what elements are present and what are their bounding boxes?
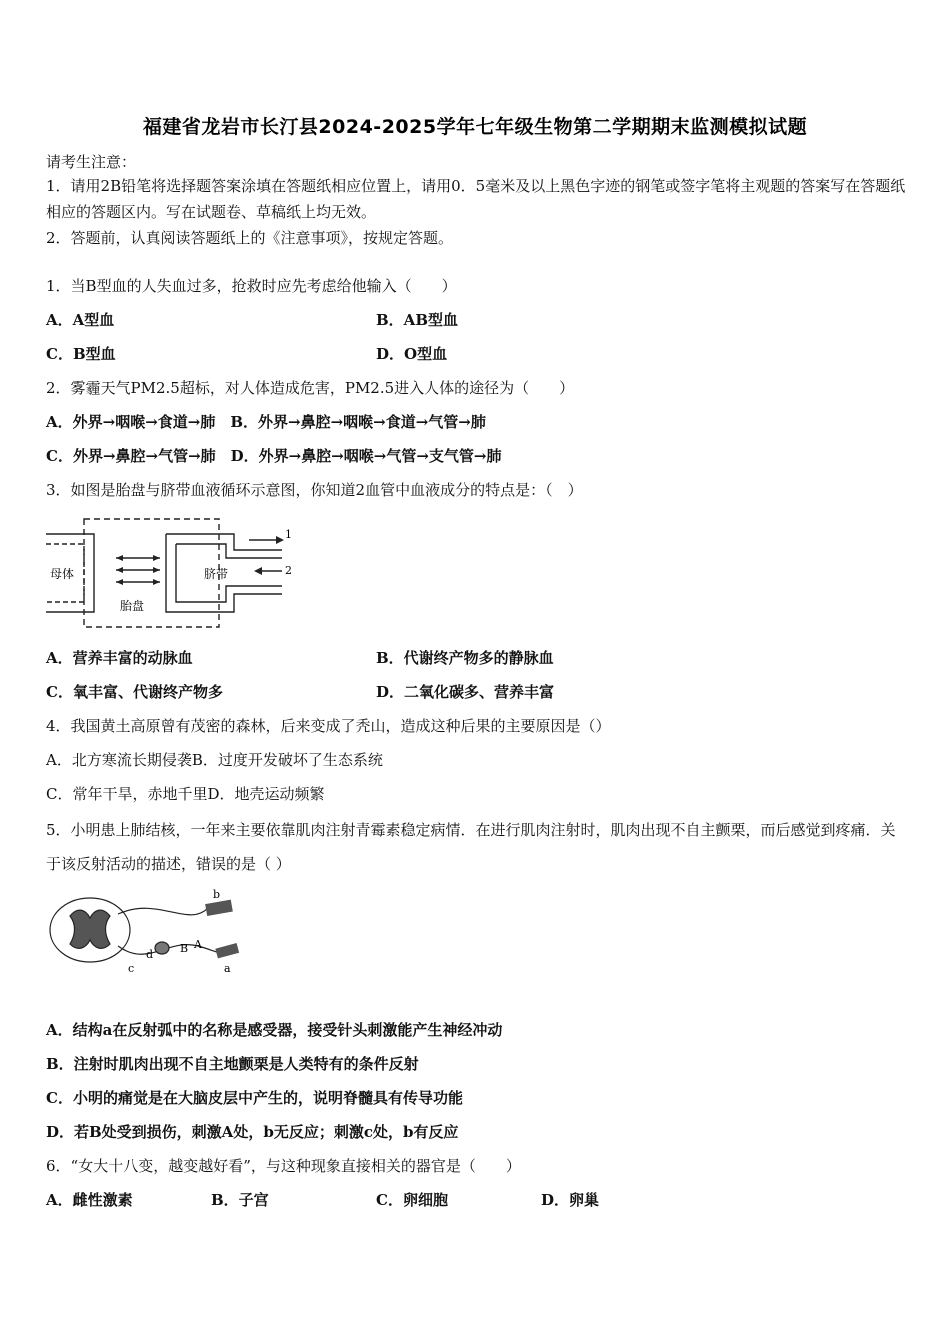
q5-option-b: B．注射时肌肉出现不自主地颤栗是人类特有的条件反射 (46, 1055, 419, 1073)
reflex-arc-diagram (48, 888, 248, 978)
q3-option-d: D．二氧化碳多、营养丰富 (376, 683, 555, 701)
q1-option-c: C．B型血 (46, 345, 116, 363)
q4-stem: 4．我国黄土高原曾有茂密的森林，后来变成了秃山，造成这种后果的主要原因是（） (46, 717, 611, 735)
page-title: 福建省龙岩市长汀县2024-2025学年七年级生物第二学期期末监测模拟试题 (142, 116, 808, 138)
q3-option-b: B．代谢终产物多的静脉血 (376, 649, 554, 667)
q1-option-a: A．A型血 (46, 311, 115, 329)
label-placenta: 胎盘 (120, 599, 145, 613)
q4-options-ab: A．北方寒流长期侵袭B．过度开发破坏了生态系统 (46, 751, 383, 769)
label-b: b (213, 888, 221, 901)
notice-item-1: 1．请用2B铅笔将选择题答案涂填在答题纸相应位置上，请用0．5毫米及以上黑色字迹的钢笔或签字笔将主观题的答案写在答题纸相应的答题区内。写在试题卷、草稿纸上均无效。 (46, 177, 906, 221)
placenta-circulation-diagram (44, 514, 294, 632)
q5-option-c: C．小明的痛觉是在大脑皮层中产生的，说明脊髓具有传导功能 (46, 1089, 463, 1107)
label-a: a (224, 962, 231, 975)
label-cord: 脐带 (204, 567, 229, 581)
q1-option-b: B．AB型血 (376, 311, 458, 329)
label-A: A (194, 938, 202, 951)
label-B: B (180, 942, 189, 955)
label-c: c (128, 962, 135, 975)
label-vessel-2: 2 (285, 564, 292, 577)
q1-option-d: D．O型血 (376, 345, 448, 363)
q2-stem: 2．雾霾天气PM2.5超标，对人体造成危害，PM2.5进入人体的途径为（ ） (46, 379, 575, 397)
q5-option-d: D．若B处受到损伤，刺激A处，b无反应；刺激c处，b有反应 (46, 1123, 459, 1141)
q6-option-d: D．卵巢 (541, 1191, 600, 1209)
label-d: d (146, 948, 154, 961)
label-vessel-1: 1 (285, 528, 292, 541)
notice-heading: 请考生注意： (46, 153, 137, 171)
q4-options-cd: C．常年干旱，赤地千里D．地壳运动频繁 (46, 785, 325, 803)
q5-stem: 5．小明患上肺结核，一年来主要依靠肌肉注射青霉素稳定病情．在进行肌肉注射时，肌肉出现不自主颤栗，而后感觉到疼痛．关于该反射活动的描述，错误的是（ ） (46, 821, 896, 873)
q3-option-c: C．氧丰富、代谢终产物多 (46, 683, 223, 701)
q1-stem: 1．当B型血的人失血过多，抢救时应先考虑给他输入（ ） (46, 277, 457, 295)
q3-stem: 3．如图是胎盘与脐带血液循环示意图，你知道2血管中血液成分的特点是：（ ） (46, 481, 583, 499)
q5-option-a: A．结构a在反射弧中的名称是感受器，接受针头刺激能产生神经冲动 (46, 1021, 503, 1039)
q2-options-cd: C．外界→鼻腔→气管→肺 D．外界→鼻腔→咽喉→气管→支气管→肺 (46, 447, 502, 465)
q2-options-ab: A．外界→咽喉→食道→肺 B．外界→鼻腔→咽喉→食道→气管→肺 (46, 413, 486, 431)
q6-stem: 6．“女大十八变，越变越好看”，与这种现象直接相关的器官是（ ） (46, 1157, 521, 1175)
q6-option-c: C．卵细胞 (376, 1191, 448, 1209)
q6-option-a: A．雌性激素 (46, 1191, 133, 1209)
q6-option-b: B．子宫 (211, 1191, 269, 1209)
notice-item-2: 2．答题前，认真阅读答题纸上的《注意事项》，按规定答题。 (46, 229, 454, 247)
q3-option-a: A．营养丰富的动脉血 (46, 649, 193, 667)
label-mother: 母体 (50, 567, 75, 581)
